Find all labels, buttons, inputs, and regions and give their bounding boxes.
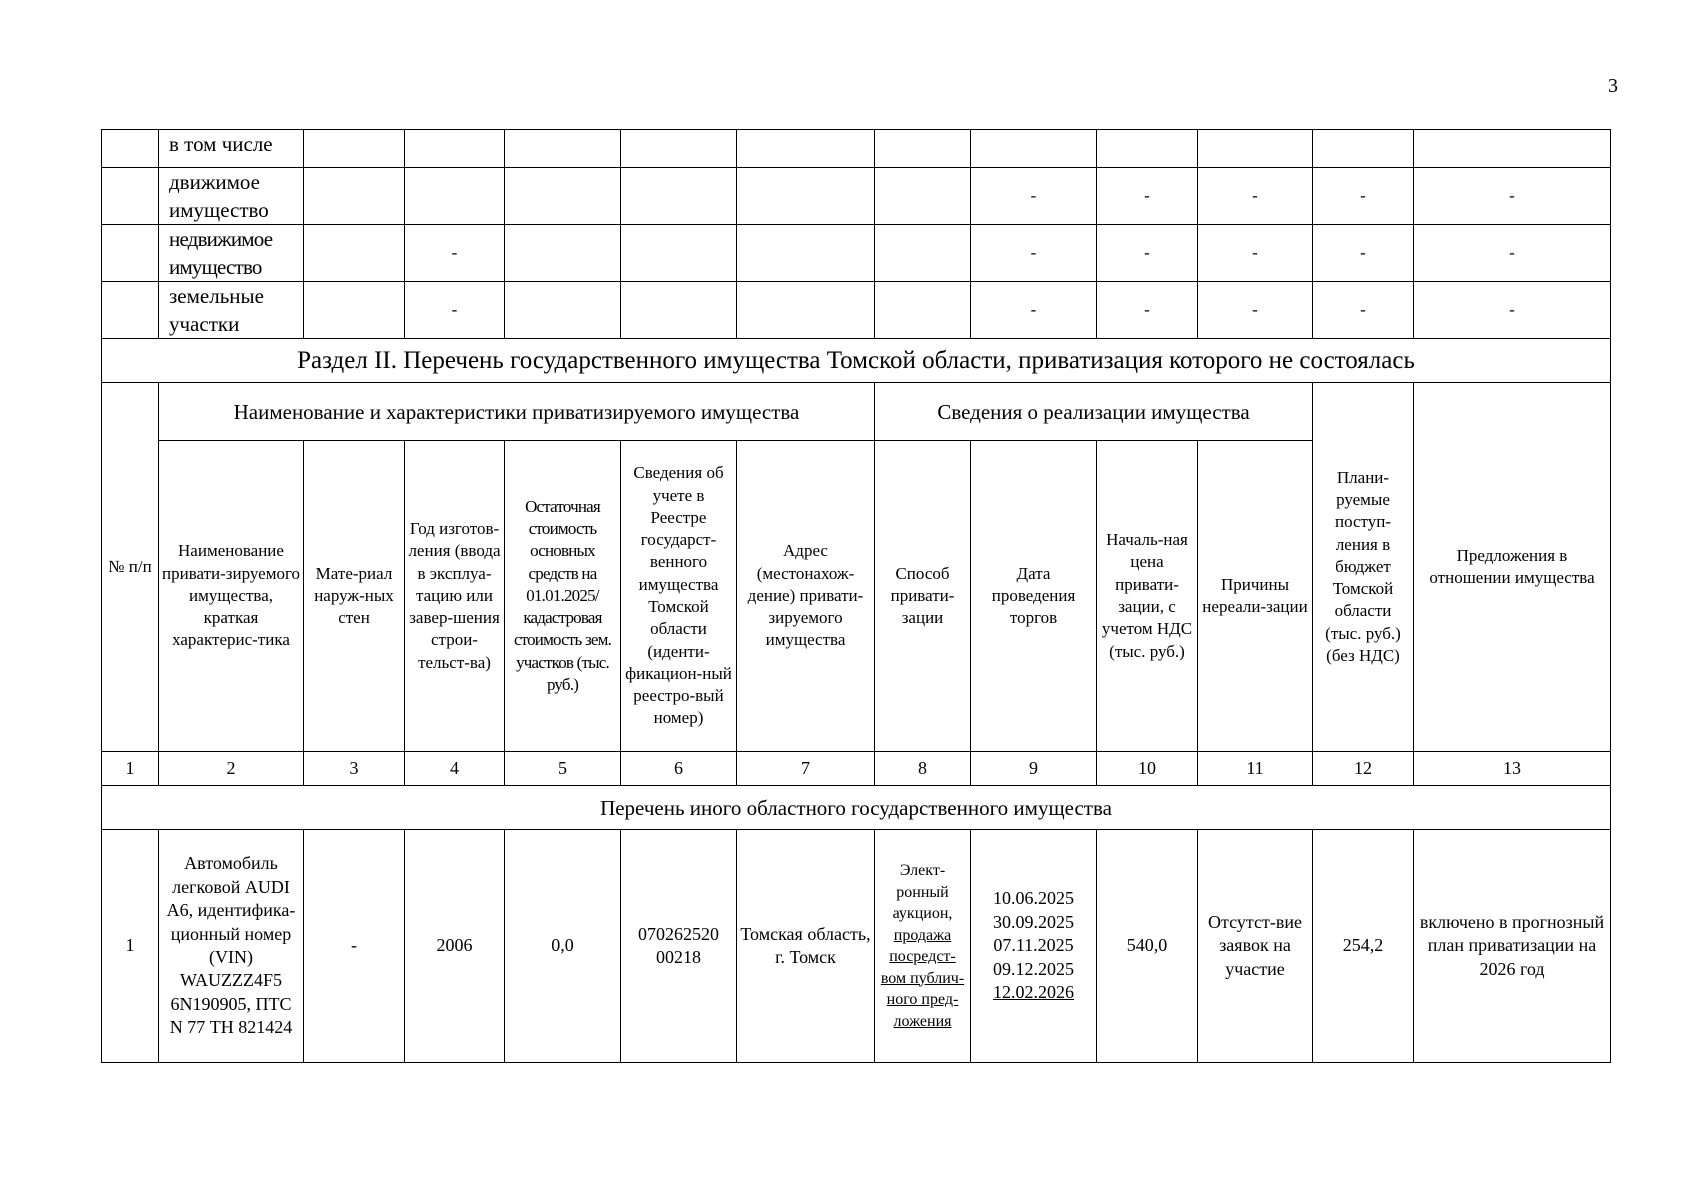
column-number: 1 [102,752,159,786]
table-cell [102,225,159,282]
table-cell: - [1097,225,1198,282]
auction-date: 30.09.2025 [993,911,1074,932]
table-cell [304,130,405,168]
header-name: Наименование привати-зируемого имущества, краткая характерис-тика [159,441,304,752]
cell-name: Автомобиль легковой AUDI A6, идентифика-ционный номер (VIN) WAUZZZ4F5 6N190905, ПТС N 77 ТН 821424 [159,830,304,1063]
page-number: 3 [1608,75,1618,97]
table-cell [505,130,621,168]
header-method: Способ привати-зации [875,441,971,752]
auction-date: 10.06.2025 [993,888,1074,909]
table-cell: - [405,225,505,282]
top-row [102,168,1611,225]
header-year: Год изготов-ления (ввода в эксплуа-тацию или завер-шения строи-тельст-ва) [405,441,505,752]
table-cell: - [1414,225,1611,282]
table-cell: - [1198,168,1313,225]
cell-price: 540,0 [1097,830,1198,1063]
table-cell: - [971,168,1097,225]
top-row [102,225,1611,282]
table-cell [304,282,405,339]
table-cell [621,168,737,225]
cell-address: Томская область, г. Томск [737,830,875,1063]
table-cell [304,225,405,282]
table-cell [304,168,405,225]
table-cell: - [1313,168,1414,225]
table-cell: - [971,225,1097,282]
section-title: Раздел II. Перечень государственного имущества Томской области, приватизация которого не состоялась [102,339,1611,383]
table-cell [405,168,505,225]
table-cell [505,282,621,339]
cell-planned: 254,2 [1313,830,1414,1063]
column-number: 6 [621,752,737,786]
method-auction-text: Элект-ронный аукцион, [892,862,953,922]
table-cell [621,130,737,168]
header-material: Мате-риал наруж-ных стен [304,441,405,752]
table-cell [737,130,875,168]
table-cell [621,282,737,339]
column-number: 3 [304,752,405,786]
table-cell: - [1097,282,1198,339]
row-label: движимое имущество [159,168,304,225]
header-proposals: Предложения в отношении имущества [1414,383,1611,752]
table-cell [102,130,159,168]
cell-num: 1 [102,830,159,1063]
column-number: 8 [875,752,971,786]
column-number: 11 [1198,752,1313,786]
header-num: № п/п [102,383,159,752]
table-cell: - [1313,225,1414,282]
header-address: Адрес (местонахож-дение) привати-зируемого имущества [737,441,875,752]
header-realization-group: Сведения о реализации имущества [875,383,1313,441]
table-cell: - [1198,282,1313,339]
table-cell [505,225,621,282]
table-cell [875,282,971,339]
table-cell [621,225,737,282]
column-number-row [102,752,1611,786]
table-cell [875,130,971,168]
column-number: 13 [1414,752,1611,786]
column-number: 9 [971,752,1097,786]
header-price: Началь-ная цена привати-зации, с учетом НДС (тыс. руб.) [1097,441,1198,752]
row-label: недвижимое имущество [159,225,304,282]
privatization-table [101,129,1611,1063]
table-cell [405,130,505,168]
top-row [102,282,1611,339]
table-cell [1313,130,1414,168]
column-number: 7 [737,752,875,786]
table-cell [737,168,875,225]
table-cell [737,225,875,282]
table-cell: - [1414,282,1611,339]
header-date: Дата проведения торгов [971,441,1097,752]
table-cell [1198,130,1313,168]
table-cell [737,282,875,339]
table-cell [875,168,971,225]
column-number: 5 [505,752,621,786]
cell-method [875,830,971,1063]
method-public-offer-text: продажа посредст-вом публич-ного пред-ложения [880,926,965,1030]
cell-residual: 0,0 [505,830,621,1063]
table-cell [875,225,971,282]
column-number: 10 [1097,752,1198,786]
table-cell: - [1414,168,1611,225]
header-property-group: Наименование и характеристики приватизируемого имущества [159,383,875,441]
public-offer-date: 12.02.2026 [993,982,1074,1003]
table-cell [505,168,621,225]
subsection-title: Перечень иного областного государственного имущества [102,786,1611,830]
cell-dates [971,830,1097,1063]
header-reasons: Причины нереали-зации [1198,441,1313,752]
cell-reasons: Отсутст-вие заявок на участие [1198,830,1313,1063]
auction-date: 07.11.2025 [993,935,1074,956]
table-cell: - [1097,168,1198,225]
table-cell: - [405,282,505,339]
header-residual: Остаточная стоимость основных средств на 01.01.2025/ кадастровая стоимость зем. участков (тыс. руб.) [505,441,621,752]
header-planned: Плани-руемые поступ-ления в бюджет Томской области (тыс. руб.) (без НДС) [1313,383,1414,752]
auction-date: 09.12.2025 [993,958,1074,979]
header-registry: Сведения об учете в Реестре государст-венного имущества Томской области (иденти-фикацион-ный реестро-вый номер) [621,441,737,752]
table-cell: - [1198,225,1313,282]
row-label: в том числе [159,130,304,168]
table-cell: - [1313,282,1414,339]
cell-registry: 070262520 00218 [621,830,737,1063]
column-number: 2 [159,752,304,786]
column-number: 12 [1313,752,1414,786]
cell-proposals: включено в прогнозный план приватизации на 2026 год [1414,830,1611,1063]
table-cell [102,282,159,339]
table-row [102,830,1611,1063]
cell-year: 2006 [405,830,505,1063]
table-cell: - [971,282,1097,339]
table-cell [1097,130,1198,168]
table-cell [102,168,159,225]
column-number: 4 [405,752,505,786]
row-label: земельные участки [159,282,304,339]
table-cell [971,130,1097,168]
table-cell [1414,130,1611,168]
cell-material: - [304,830,405,1063]
top-row [102,130,1611,168]
